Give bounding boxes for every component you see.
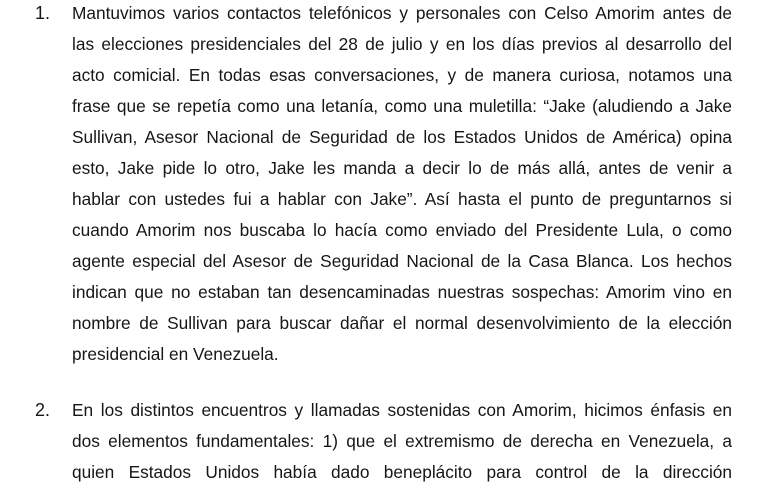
paragraph-line: indican que no estaban tan desencaminadas nuestras sospechas: Amorim vino en	[72, 282, 732, 302]
paragraph-line: esto, Jake pide lo otro, Jake les manda a decir lo de más allá, antes de venir a	[72, 158, 732, 178]
paragraph-line: nombre de Sullivan para buscar dañar el normal desenvolvimiento de la elección	[72, 313, 732, 333]
paragraph-line: agente especial del Asesor de Seguridad Nacional de la Casa Blanca. Los hechos	[72, 251, 732, 271]
paragraph-line: cuando Amorim nos buscaba lo hacía como enviado del Presidente Lula, o como	[72, 220, 732, 240]
paragraph-line: las elecciones presidenciales del 28 de julio y en los días previos al desarrollo del	[72, 34, 732, 54]
paragraph-line: quien Estados Unidos había dado beneplácito para control de la dirección	[72, 462, 732, 482]
paragraph-line: hablar con ustedes fui a hablar con Jake”. Así hasta el punto de preguntarnos si	[72, 189, 732, 209]
paragraph-line: Sullivan, Asesor Nacional de Seguridad de los Estados Unidos de América) opina	[72, 127, 732, 147]
item-number: 2.	[35, 400, 51, 420]
paragraph-line: En los distintos encuentros y llamadas sostenidas con Amorim, hicimos énfasis en	[72, 400, 732, 420]
item-number: 1.	[35, 3, 51, 23]
paragraph-line: frase que se repetía como una letanía, como una muletilla: “Jake (aludiendo a Jake	[72, 96, 732, 116]
paragraph-line: Mantuvimos varios contactos telefónicos y personales con Celso Amorim antes de	[72, 3, 732, 23]
paragraph-line: dos elementos fundamentales: 1) que el extremismo de derecha en Venezuela, a	[72, 431, 732, 451]
paragraph-line: presidencial en Venezuela.	[72, 344, 279, 364]
paragraph-line: acto comicial. En todas esas conversaciones, y de manera curiosa, notamos una	[72, 65, 732, 85]
